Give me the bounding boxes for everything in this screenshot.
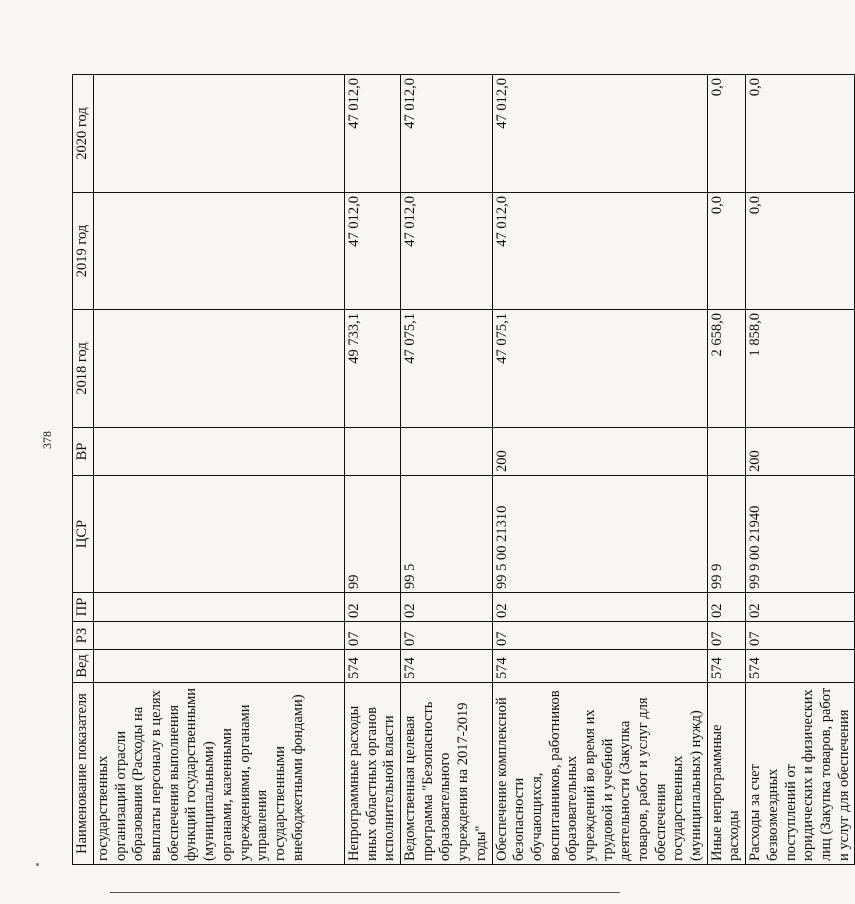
table-cell: государственных организаций отрасли образования (Расходы на выплаты персоналу в целях обеспечения выполнения функций государственными (муниципальными) органами, казенными учреждениями, органами управления государственными внебюджетными фондами) xyxy=(94,683,345,865)
table-cell: 02 xyxy=(345,593,401,622)
table-cell: Ведомственная целевая программа "Безопасность образовательного учреждения на 2017-2019 годы" xyxy=(401,683,492,865)
table-cell: 07 xyxy=(345,622,401,650)
table-cell xyxy=(401,428,492,476)
page-number: 378 xyxy=(40,431,54,449)
table-cell: 574 xyxy=(345,650,401,683)
header-cell: РЗ xyxy=(73,622,94,650)
table-cell: 02 xyxy=(707,593,745,622)
table-cell: Расходы за счет безвозмездных поступлений от юридических и физических лиц (Закупка товаров, работ и услуг для обеспечения xyxy=(746,683,855,865)
table-cell: 1 858,0 xyxy=(746,310,855,428)
table-cell: 0,0 xyxy=(746,75,855,193)
table-row xyxy=(492,75,707,865)
table-cell xyxy=(345,428,401,476)
table-cell: 99 9 00 21940 xyxy=(746,476,855,593)
table-cell: 99 5 00 21310 xyxy=(492,476,707,593)
table-cell xyxy=(94,75,345,193)
table-cell: 47 012,0 xyxy=(345,193,401,310)
table-cell: 574 xyxy=(492,650,707,683)
table-cell: 574 xyxy=(401,650,492,683)
table-cell: 200 xyxy=(746,428,855,476)
table-row xyxy=(401,75,492,865)
header-cell: Вед xyxy=(73,650,94,683)
budget-table xyxy=(72,74,855,865)
table-cell: 07 xyxy=(746,622,855,650)
table-cell: 99 5 xyxy=(401,476,492,593)
scan-edge-line xyxy=(110,892,620,893)
header-cell: 2020 год xyxy=(73,75,94,193)
table-cell: 574 xyxy=(707,650,745,683)
table-cell: 0,0 xyxy=(707,75,745,193)
table-cell xyxy=(707,428,745,476)
table-cell: 47 012,0 xyxy=(492,75,707,193)
table-cell: 47 012,0 xyxy=(492,193,707,310)
table-cell: Непрограммные расходы иных областных органов исполнительной власти xyxy=(345,683,401,865)
table-cell xyxy=(94,310,345,428)
table-cell: 0,0 xyxy=(746,193,855,310)
table-row xyxy=(94,75,345,865)
table-cell: 49 733,1 xyxy=(345,310,401,428)
header-cell: ЦСР xyxy=(73,476,94,593)
table-row xyxy=(345,75,401,865)
header-cell: Наименование показателя xyxy=(73,683,94,865)
table-cell: 02 xyxy=(492,593,707,622)
header-cell: 2019 год xyxy=(73,193,94,310)
table-cell: Иные непрограммные расходы xyxy=(707,683,745,865)
table-cell: 47 012,0 xyxy=(345,75,401,193)
table-cell: 02 xyxy=(401,593,492,622)
table-cell xyxy=(94,650,345,683)
table-cell xyxy=(94,622,345,650)
table-cell: Обеспечение комплексной безопасности обучающихся, воспитанников, работников образовательных учреждений во время их трудовой и учебной деятельности (Закупка товаров, работ и услуг для обеспечения государственных (муниципальных) нужд) xyxy=(492,683,707,865)
header-row xyxy=(73,75,94,865)
rotated-table-wrapper xyxy=(72,75,852,865)
table-cell xyxy=(94,428,345,476)
table-cell: 99 9 xyxy=(707,476,745,593)
table-cell: 47 075,1 xyxy=(492,310,707,428)
header-cell: ВР xyxy=(73,428,94,476)
table-cell: 07 xyxy=(401,622,492,650)
table-cell: 47 012,0 xyxy=(401,75,492,193)
table-cell: 02 xyxy=(746,593,855,622)
scan-dot xyxy=(36,863,39,866)
table-cell: 574 xyxy=(746,650,855,683)
header-cell: ПР xyxy=(73,593,94,622)
table-row xyxy=(707,75,745,865)
table-cell: 99 xyxy=(345,476,401,593)
table-cell: 200 xyxy=(492,428,707,476)
table-cell: 47 075,1 xyxy=(401,310,492,428)
table-cell: 47 012,0 xyxy=(401,193,492,310)
table-cell: 0,0 xyxy=(707,193,745,310)
table-cell xyxy=(94,593,345,622)
table-cell: 2 658,0 xyxy=(707,310,745,428)
header-cell: 2018 год xyxy=(73,310,94,428)
table-cell: 07 xyxy=(707,622,745,650)
table-cell xyxy=(94,476,345,593)
table-cell xyxy=(94,193,345,310)
table-cell: 07 xyxy=(492,622,707,650)
table-row xyxy=(746,75,855,865)
